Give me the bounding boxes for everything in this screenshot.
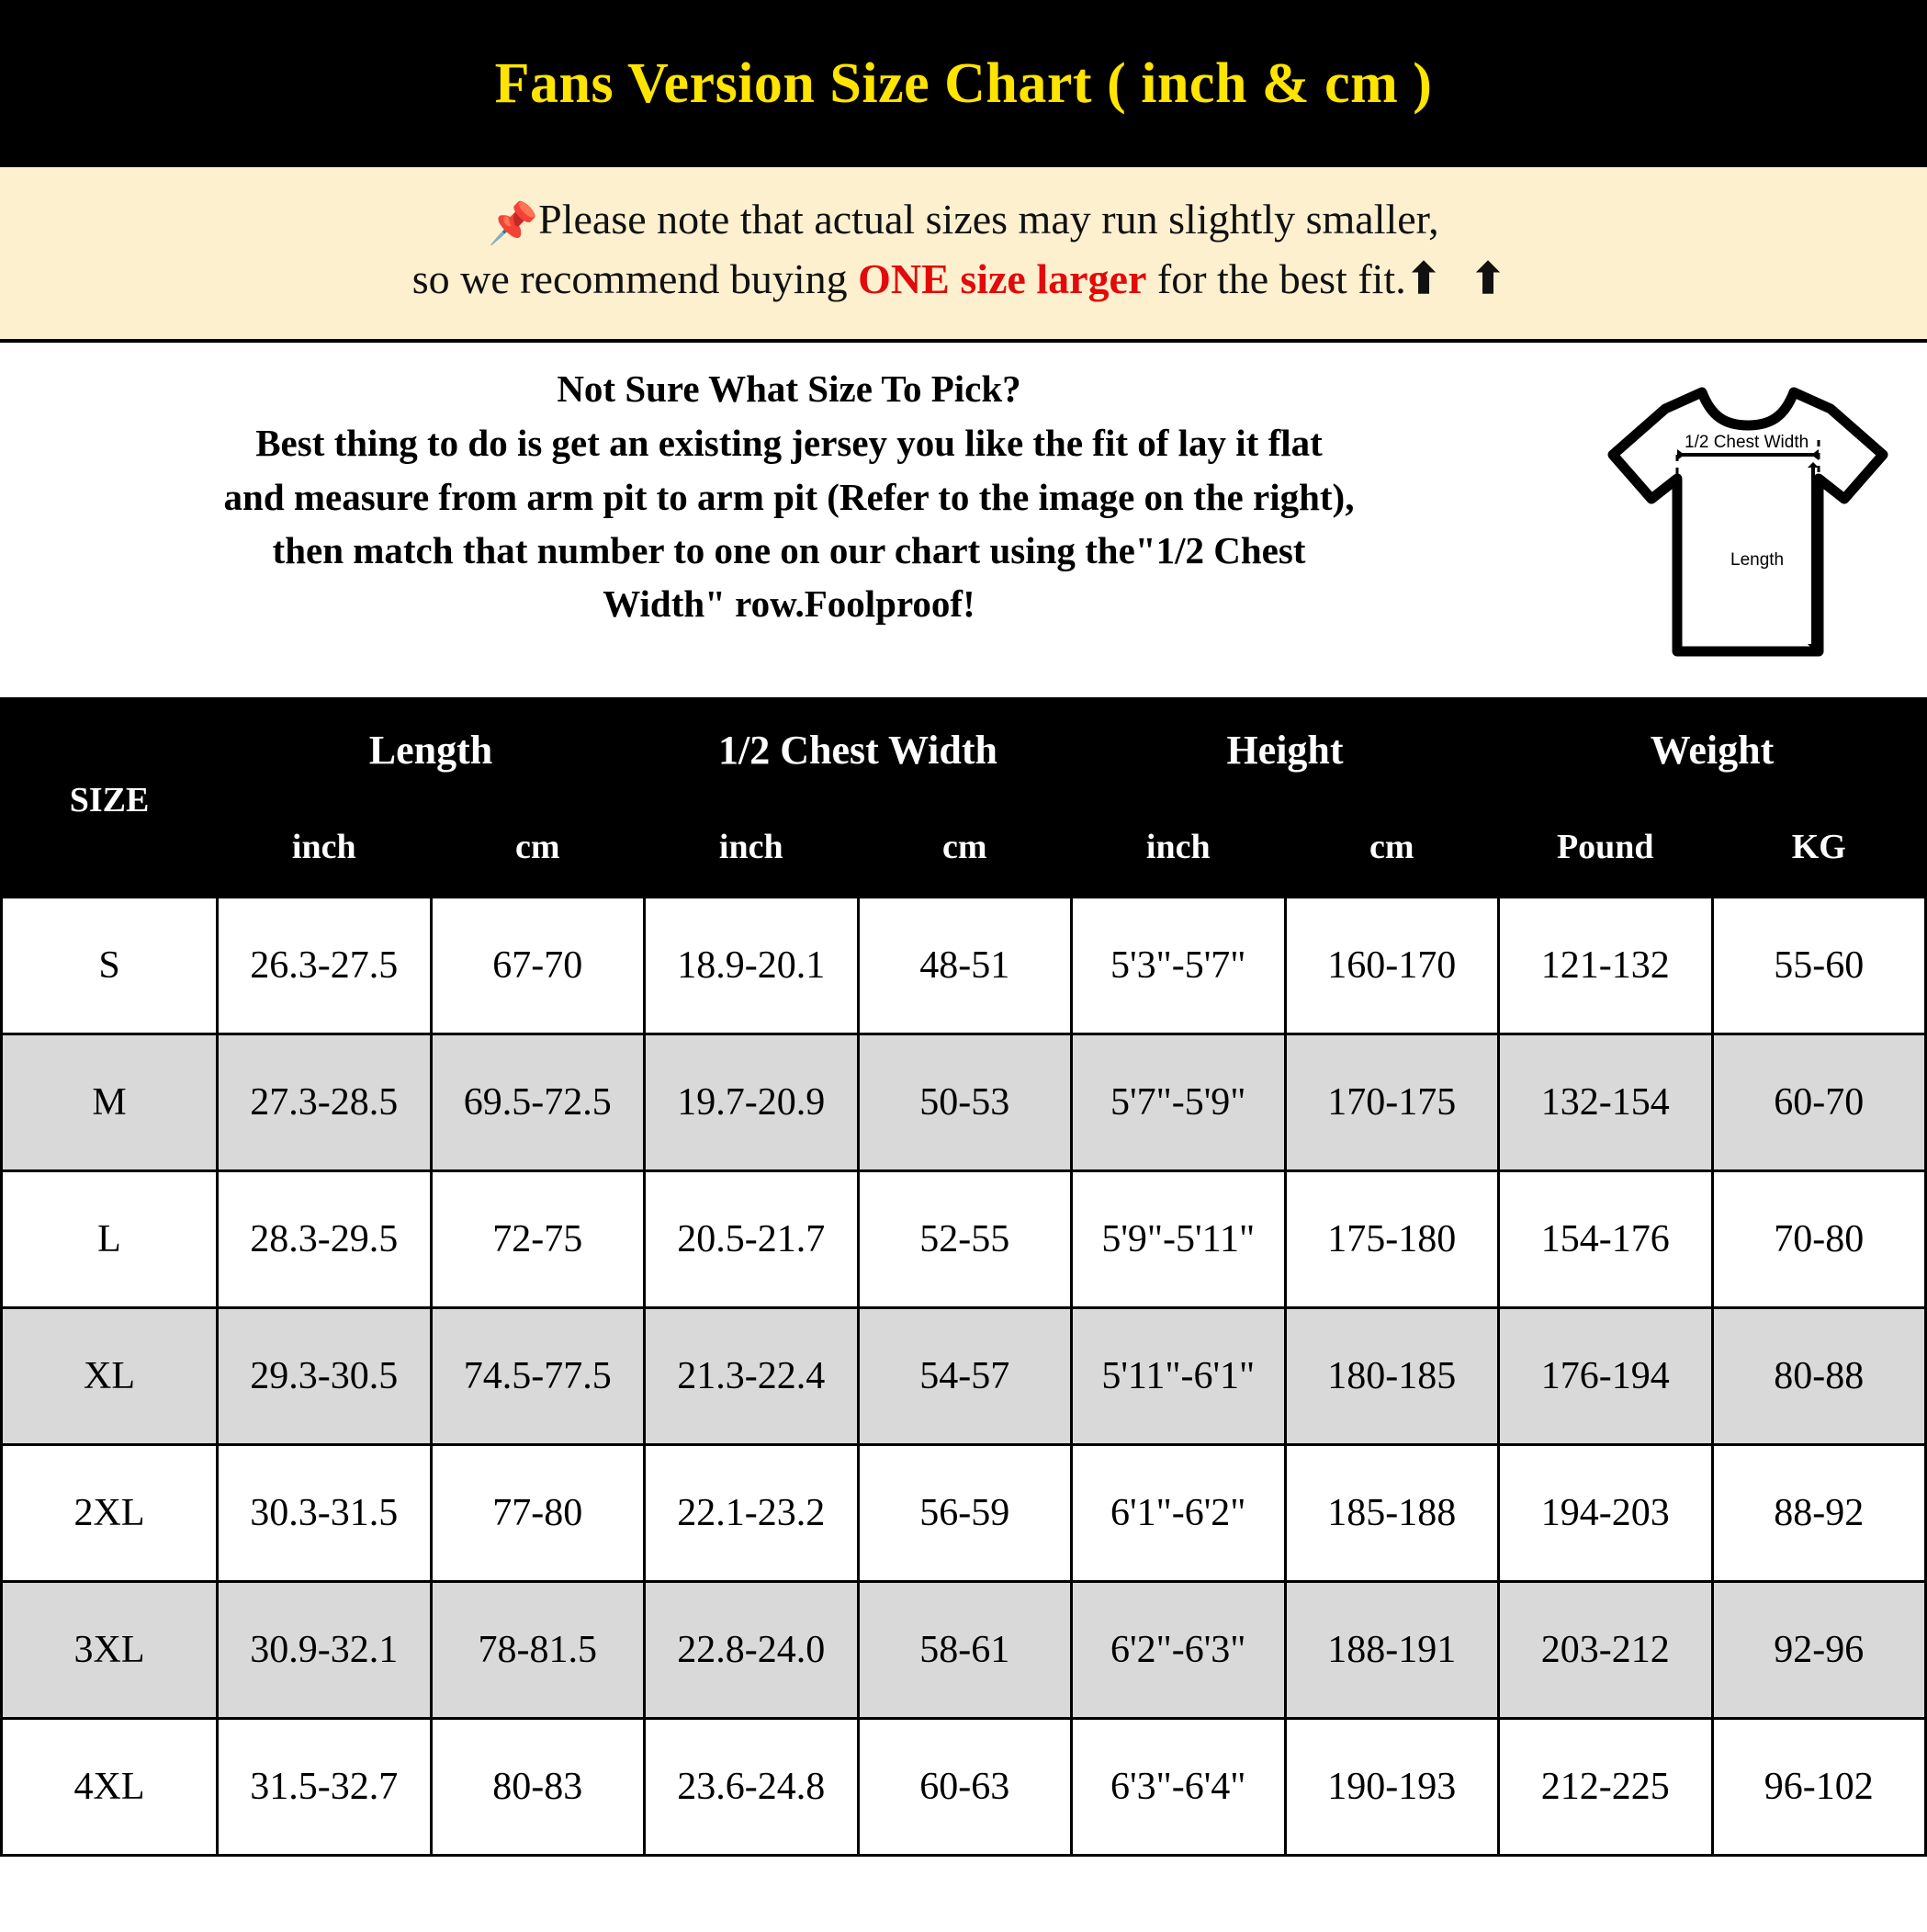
cell-weight-kg: 60-70	[1712, 1034, 1926, 1171]
cell-size: M	[2, 1034, 218, 1171]
table-row	[2, 1171, 1926, 1308]
advice-body-line-3: then match that number to one on our chart using the"1/2 Chest	[272, 528, 1306, 571]
header-weight: Weight	[1499, 703, 1926, 797]
cell-weight-kg: 80-88	[1712, 1308, 1926, 1445]
cell-height-inch: 5'11"-6'1"	[1072, 1308, 1286, 1445]
header-chest-width: 1/2 Chest Width	[645, 703, 1072, 797]
cell-size: 4XL	[2, 1719, 218, 1856]
cell-height-cm: 175-180	[1285, 1171, 1499, 1308]
cell-length-inch: 31.5-32.7	[218, 1719, 432, 1856]
cell-length-inch: 29.3-30.5	[218, 1308, 432, 1445]
arrow-up-icon: ⬆ ⬆	[1405, 255, 1516, 303]
advice-body-line-2: and measure from arm pit to arm pit (Refer to the image on the right),	[223, 475, 1355, 518]
cell-height-cm: 180-185	[1285, 1308, 1499, 1445]
header-length-cm: cm	[431, 797, 645, 898]
pin-icon: 📌	[488, 201, 539, 246]
cell-length-inch: 30.9-32.1	[218, 1582, 432, 1719]
cell-length-cm: 78-81.5	[431, 1582, 645, 1719]
table-row	[2, 1445, 1926, 1582]
cell-weight-kg: 55-60	[1712, 898, 1926, 1034]
cell-height-inch: 5'9"-5'11"	[1072, 1171, 1286, 1308]
cell-height-inch: 6'3"-6'4"	[1072, 1719, 1286, 1856]
header-chest-inch: inch	[645, 797, 859, 898]
cell-size: 2XL	[2, 1445, 218, 1582]
title-bar	[0, 0, 1927, 167]
cell-height-inch: 6'1"-6'2"	[1072, 1445, 1286, 1582]
cell-chest-inch: 22.8-24.0	[645, 1582, 859, 1719]
cell-weight-pound: 194-203	[1499, 1445, 1713, 1582]
cell-height-cm: 190-193	[1285, 1719, 1499, 1856]
tshirt-icon	[1596, 376, 1899, 679]
page-title: Fans Version Size Chart ( inch & cm )	[494, 51, 1433, 115]
cell-length-inch: 30.3-31.5	[218, 1445, 432, 1582]
table-row	[2, 1719, 1926, 1856]
advice-body-line-4: Width" row.Foolproof!	[603, 582, 975, 626]
cell-size: 3XL	[2, 1582, 218, 1719]
size-table	[0, 701, 1927, 1857]
advice-heading: Not Sure What Size To Pick?	[557, 367, 1021, 411]
cell-chest-inch: 21.3-22.4	[645, 1308, 859, 1445]
cell-length-inch: 27.3-28.5	[218, 1034, 432, 1171]
cell-length-inch: 28.3-29.5	[218, 1171, 432, 1308]
cell-size: XL	[2, 1308, 218, 1445]
cell-size: L	[2, 1171, 218, 1308]
cell-chest-cm: 48-51	[858, 898, 1072, 1034]
cell-chest-cm: 58-61	[858, 1582, 1072, 1719]
cell-length-inch: 26.3-27.5	[218, 898, 432, 1034]
cell-length-cm: 72-75	[431, 1171, 645, 1308]
advice-body-line-1: Best thing to do is get an existing jersey you like the fit of lay it flat	[255, 422, 1323, 465]
cell-length-cm: 80-83	[431, 1719, 645, 1856]
table-row	[2, 898, 1926, 1034]
cell-chest-inch: 19.7-20.9	[645, 1034, 859, 1171]
cell-height-inch: 5'3"-5'7"	[1072, 898, 1286, 1034]
header-weight-kg: KG	[1712, 797, 1926, 898]
cell-chest-inch: 22.1-23.2	[645, 1445, 859, 1582]
tshirt-diagram	[1569, 367, 1927, 679]
chest-width-label: 1/2 Chest Width	[1685, 433, 1809, 453]
cell-chest-cm: 54-57	[858, 1308, 1072, 1445]
cell-weight-kg: 70-80	[1712, 1171, 1926, 1308]
cell-chest-cm: 60-63	[858, 1719, 1072, 1856]
cell-size: S	[2, 898, 218, 1034]
header-height: Height	[1072, 703, 1499, 797]
cell-chest-inch: 23.6-24.8	[645, 1719, 859, 1856]
cell-weight-kg: 88-92	[1712, 1445, 1926, 1582]
note-text-2-post: for the best fit.	[1146, 255, 1406, 303]
cell-length-cm: 69.5-72.5	[431, 1034, 645, 1171]
cell-height-cm: 188-191	[1285, 1582, 1499, 1719]
cell-length-cm: 74.5-77.5	[431, 1308, 645, 1445]
size-table-body	[2, 898, 1926, 1856]
table-row	[2, 1582, 1926, 1719]
size-table-head	[2, 703, 1926, 898]
cell-height-cm: 160-170	[1285, 898, 1499, 1034]
cell-weight-pound: 203-212	[1499, 1582, 1713, 1719]
table-row	[2, 1034, 1926, 1171]
note-text-2-pre: so we recommend buying	[411, 255, 859, 303]
cell-chest-cm: 50-53	[858, 1034, 1072, 1171]
cell-height-inch: 6'2"-6'3"	[1072, 1582, 1286, 1719]
cell-weight-pound: 132-154	[1499, 1034, 1713, 1171]
cell-weight-pound: 212-225	[1499, 1719, 1713, 1856]
header-height-inch: inch	[1072, 797, 1286, 898]
cell-chest-cm: 56-59	[858, 1445, 1072, 1582]
table-group-header-row	[2, 703, 1926, 797]
header-size: SIZE	[2, 703, 218, 898]
table-unit-header-row	[2, 797, 1926, 898]
cell-weight-pound: 154-176	[1499, 1171, 1713, 1308]
header-chest-cm: cm	[858, 797, 1072, 898]
cell-length-cm: 77-80	[431, 1445, 645, 1582]
cell-weight-kg: 96-102	[1712, 1719, 1926, 1856]
advice-section	[0, 343, 1927, 701]
note-line-2	[0, 251, 1927, 308]
note-line-1	[0, 191, 1927, 251]
note-text-1: Please note that actual sizes may run slightly smaller,	[538, 196, 1439, 243]
header-height-cm: cm	[1285, 797, 1499, 898]
cell-height-inch: 5'7"-5'9"	[1072, 1034, 1286, 1171]
cell-chest-cm: 52-55	[858, 1171, 1072, 1308]
cell-height-cm: 185-188	[1285, 1445, 1499, 1582]
table-row	[2, 1308, 1926, 1445]
header-weight-pound: Pound	[1499, 797, 1713, 898]
cell-length-cm: 67-70	[431, 898, 645, 1034]
cell-weight-pound: 176-194	[1499, 1308, 1713, 1445]
cell-weight-kg: 92-96	[1712, 1582, 1926, 1719]
advice-text-block	[0, 367, 1569, 630]
cell-chest-inch: 18.9-20.1	[645, 898, 859, 1034]
header-length: Length	[218, 703, 645, 797]
cell-height-cm: 170-175	[1285, 1034, 1499, 1171]
cell-chest-inch: 20.5-21.7	[645, 1171, 859, 1308]
length-label: Length	[1730, 550, 1785, 571]
note-band	[0, 167, 1927, 343]
note-emphasis: ONE size larger	[858, 255, 1147, 303]
header-length-inch: inch	[218, 797, 432, 898]
cell-weight-pound: 121-132	[1499, 898, 1713, 1034]
